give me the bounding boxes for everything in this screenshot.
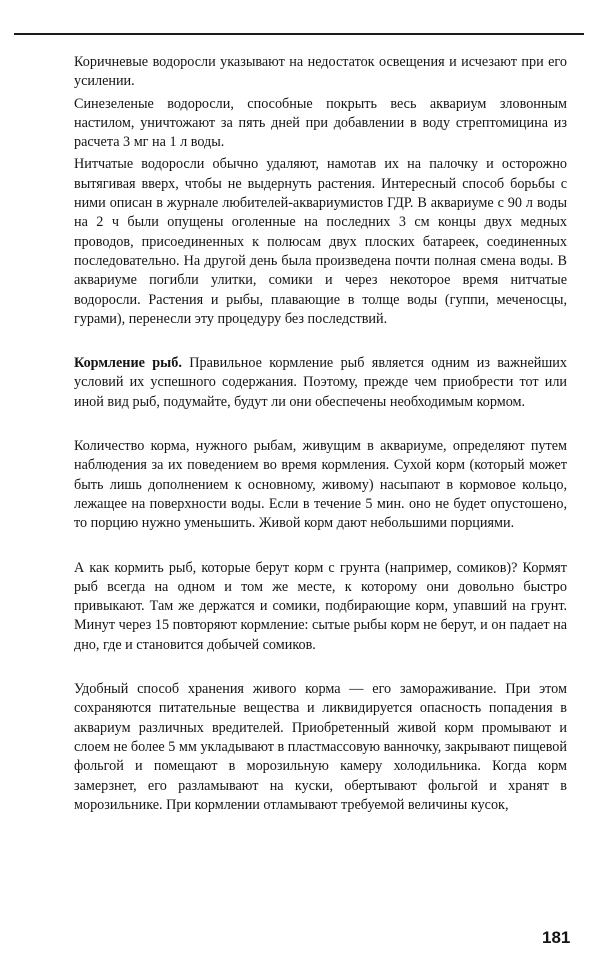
- paragraph-filamentous-algae: Нитчатые водоросли обычно удаляют, намотав их на палочку и осторожно вытягивая вверх, чтобы не выдернуть растения. Интересный способ борьбы с ними описан в журнале любителей-аквариумистов ГДР. В аквариуме с 90 л воды на 2 ч были опущены оголенные на последних 3 см концы двух медных проводов, присоединенных к полюсам двух плоских батареек, соединенных последовательно. На другой день была произведена почти полная смена воды. В аквариуме погибли улитки, сомики и через некоторое время нитчатые водоросли. Растения и рыбы, плавающие в толще воды (гуппи, меченосцы, гурами), перенесли эту процедуру без последствий.: [74, 156, 567, 327]
- paragraph-blue-green-algae: Синезеленые водоросли, способные покрыть весь аквариум зловонным настилом, уничтожают за пять дней при добавлении в воду стрептомицина из расчета 3 мг на 1 л воды.: [74, 95, 567, 151]
- page-body: [74, 53, 567, 815]
- page-number: 181: [542, 928, 571, 947]
- paragraph-bottom-feeders: А как кормить рыб, которые берут корм с грунта (например, сомиков)? Кормят рыб всегда на одном и том же месте, к которому они довольно быстро привыкают. Там же держатся и сомики, подбирающие корм, упавший на грунт. Минут через 15 повторяют кормление: сытые рыбы корм не берут, и он падает на дно, где и становится добычей сомиков.: [74, 559, 567, 653]
- paragraph-food-amount: Количество корма, нужного рыбам, живущим в аквариуме, определяют путем наблюдения за их поведением во время кормления. Сухой корм (который может быть лишь дополнением к основному, живому) насыпают в кормовое кольцо, лежащее на поверхности воды. Если в течение 5 мин. оно не будет опустошено, то порцию нужно уменьшить. Живой корм дают небольшими порциями.: [74, 438, 567, 532]
- header-rule: [14, 33, 584, 35]
- paragraph-feeding: [74, 354, 567, 412]
- section-heading-feeding: Кормление рыб.: [74, 355, 182, 372]
- paragraph-freezing: Удобный способ хранения живого корма — его замораживание. При этом сохраняются питательные вещества и ликвидируется опасность попадения в аквариум различных вредителей. Приобретенный живой корм промывают и слоем не более 5 мм укладывают в пластмассовую ванночку, закрывают пищевой фольгой и помещают в морозильную камеру холодильника. Когда корм замерзнет, его разламывают на куски, обертывают фольгой и хранят в морозильнике. При кормлении отламывают требуемой величины кусок,: [74, 681, 567, 813]
- paragraph-feeding-text: Правильное кормление рыб является одним из важнейших условий их успешного содержания. Поэтому, прежде чем приобрести тот или иной вид рыб, подумайте, будут ли они обеспечены необходимым кормом.: [74, 355, 567, 410]
- paragraph-brown-algae: Коричневые водоросли указывают на недостаток освещения и исчезают при его усилении.: [74, 54, 567, 90]
